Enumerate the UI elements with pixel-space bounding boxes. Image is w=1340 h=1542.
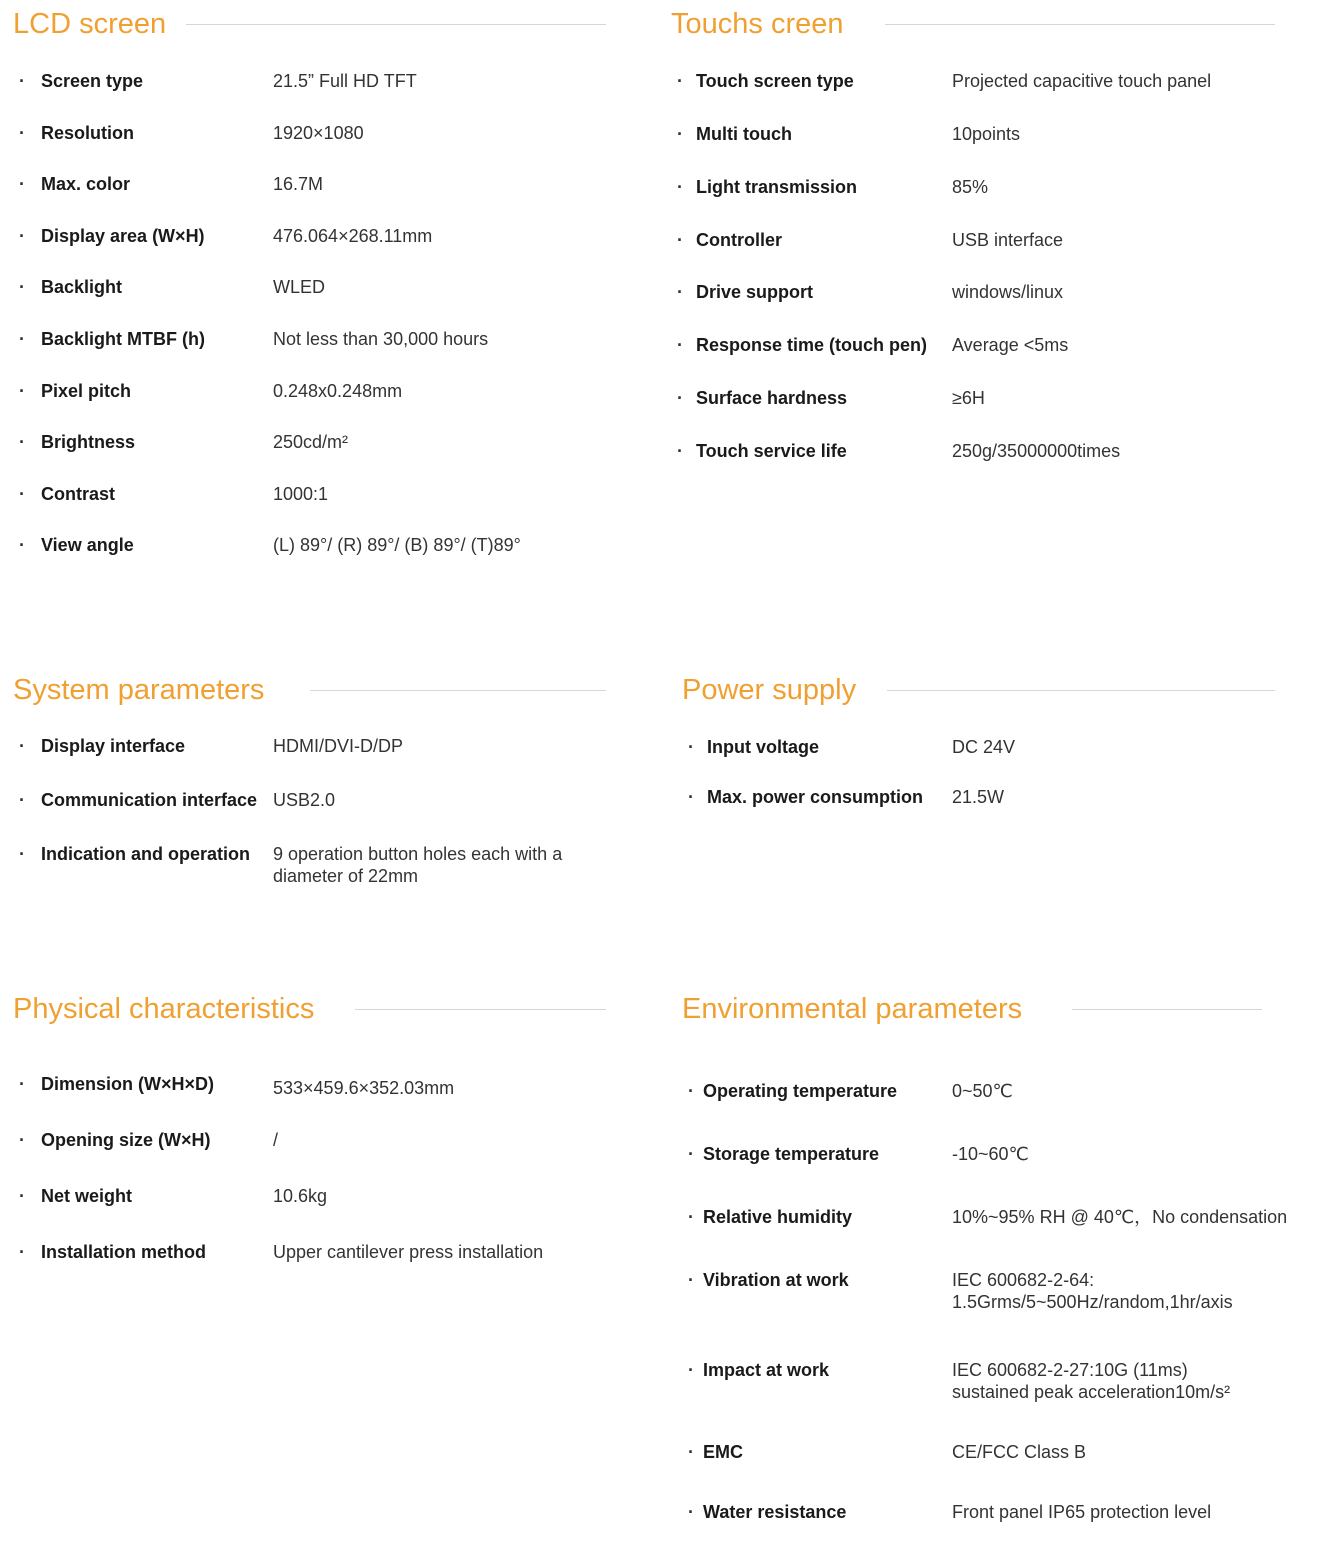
spec-label: Installation method (41, 1242, 207, 1262)
section-header (13, 989, 608, 1029)
bullet-icon: · (19, 1242, 25, 1262)
spec-label: Brightness (41, 432, 136, 452)
spec-value: 10%~95% RH @ 40℃，No condensation (952, 1207, 1288, 1227)
bullet-icon: · (688, 1144, 694, 1164)
spec-label: View angle (41, 535, 134, 555)
spec-label: Multi touch (696, 124, 792, 144)
spec-value: Not less than 30,000 hours (273, 329, 489, 349)
spec-value: / (273, 1130, 279, 1150)
spec-label: Indication and operation (41, 844, 251, 864)
bullet-icon: · (688, 1442, 694, 1462)
spec-value: WLED (273, 277, 326, 297)
spec-value: 10points (952, 124, 1021, 144)
spec-value: ≥6H (952, 388, 985, 408)
bullet-icon: · (688, 1081, 694, 1101)
bullet-icon: · (19, 71, 25, 91)
spec-value: (L) 89°/ (R) 89°/ (B) 89°/ (T)89° (273, 535, 521, 555)
section-environmental-parameters (682, 989, 1332, 1539)
spec-value: 21.5” Full HD TFT (273, 71, 417, 91)
section-title: LCD screen (13, 8, 167, 40)
spec-label: Controller (696, 230, 783, 250)
spec-value: 85% (952, 177, 989, 197)
spec-value: Projected capacitive touch panel (952, 71, 1212, 91)
bullet-icon: · (677, 335, 683, 355)
spec-label: Storage temperature (703, 1144, 880, 1164)
spec-label: Contrast (41, 484, 116, 504)
spec-label: Drive support (696, 282, 814, 302)
section-header (682, 989, 1332, 1029)
bullet-icon: · (19, 1074, 25, 1094)
spec-value: 10.6kg (273, 1186, 328, 1206)
spec-value: USB interface (952, 230, 1064, 250)
spec-value: -10~60℃ (952, 1144, 1029, 1164)
section-header (682, 670, 1282, 710)
spec-label: Relative humidity (703, 1207, 853, 1227)
bullet-icon: · (677, 282, 683, 302)
section-system-parameters (13, 670, 608, 900)
spec-value: 0.248x0.248mm (273, 381, 403, 401)
spec-value: Front panel IP65 protection level (952, 1502, 1212, 1522)
spec-value: USB2.0 (273, 790, 336, 810)
section-title: Power supply (682, 674, 857, 706)
spec-label: Net weight (41, 1186, 133, 1206)
bullet-icon: · (677, 230, 683, 250)
section-divider (887, 690, 1275, 691)
spec-value: 9 operation button holes each with a diameter of 22mm (273, 844, 563, 886)
bullet-icon: · (19, 736, 25, 756)
section-divider (1072, 1009, 1262, 1010)
section-title: System parameters (13, 674, 265, 706)
spec-label: Resolution (41, 123, 134, 143)
spec-value: DC 24V (952, 737, 1016, 757)
spec-label: Light transmission (696, 177, 858, 197)
bullet-icon: · (688, 1360, 694, 1380)
spec-label: Vibration at work (703, 1270, 849, 1290)
spec-value: Upper cantilever press installation (273, 1242, 544, 1262)
spec-value: CE/FCC Class B (952, 1442, 1087, 1462)
bullet-icon: · (19, 844, 25, 864)
spec-label: Max. color (41, 174, 131, 194)
section-divider (885, 24, 1275, 25)
bullet-icon: · (19, 329, 25, 349)
spec-value: 16.7M (273, 174, 324, 194)
section-header (13, 670, 608, 710)
bullet-icon: · (19, 226, 25, 246)
spec-value: 250cd/m² (273, 432, 349, 452)
spec-label: Display interface (41, 736, 186, 756)
spec-label: Opening size (W×H) (41, 1130, 211, 1150)
bullet-icon: · (19, 123, 25, 143)
spec-value: 1000:1 (273, 484, 329, 504)
section-lcd-screen (13, 4, 608, 574)
section-divider (310, 690, 606, 691)
spec-label: Backlight MTBF (h) (41, 329, 205, 349)
bullet-icon: · (19, 174, 25, 194)
spec-label: Screen type (41, 71, 144, 91)
bullet-icon: · (19, 1186, 25, 1206)
spec-label: Touch screen type (696, 71, 854, 91)
bullet-icon: · (19, 381, 25, 401)
section-title: Environmental parameters (682, 993, 1023, 1025)
spec-label: Pixel pitch (41, 381, 132, 401)
spec-value: windows/linux (952, 282, 1064, 302)
spec-label: Communication interface (41, 790, 258, 810)
bullet-icon: · (677, 388, 683, 408)
section-divider (355, 1009, 606, 1010)
spec-label: Dimension (W×H×D) (41, 1074, 215, 1094)
spec-value: 1920×1080 (273, 123, 364, 143)
bullet-icon: · (677, 71, 683, 91)
bullet-icon: · (688, 787, 694, 807)
bullet-icon: · (19, 277, 25, 297)
spec-label: Impact at work (703, 1360, 830, 1380)
spec-label: Operating temperature (703, 1081, 898, 1101)
spec-label: EMC (703, 1442, 743, 1462)
section-header (13, 4, 608, 44)
bullet-icon: · (19, 432, 25, 452)
bullet-icon: · (19, 535, 25, 555)
spec-label: Max. power consumption (707, 787, 924, 807)
bullet-icon: · (19, 484, 25, 504)
spec-label: Response time (touch pen) (696, 335, 928, 355)
spec-value: IEC 600682-2-27:10G (11ms) sustained peak acceleration10m/s² (952, 1360, 1231, 1402)
spec-value: 533×459.6×352.03mm (273, 1078, 455, 1098)
spec-value: Average <5ms (952, 335, 1069, 355)
spec-value: 250g/35000000times (952, 441, 1121, 461)
spec-label: Surface hardness (696, 388, 848, 408)
spec-label: Backlight (41, 277, 123, 297)
section-touch-screen (671, 4, 1321, 484)
bullet-icon: · (19, 790, 25, 810)
spec-value: 21.5W (952, 787, 1005, 807)
spec-label: Display area (W×H) (41, 226, 205, 246)
spec-label: Touch service life (696, 441, 847, 461)
spec-label: Input voltage (707, 737, 819, 757)
bullet-icon: · (688, 1207, 694, 1227)
bullet-icon: · (688, 1502, 694, 1522)
spec-label: Water resistance (703, 1502, 847, 1522)
bullet-icon: · (19, 1130, 25, 1150)
spec-value: 0~50℃ (952, 1081, 1013, 1101)
bullet-icon: · (688, 737, 694, 757)
spec-value: 476.064×268.11mm (273, 226, 433, 246)
section-title: Physical characteristics (13, 993, 315, 1025)
section-title: Touchs creen (671, 8, 844, 40)
section-physical-characteristics (13, 989, 608, 1279)
spec-value: IEC 600682-2-64: 1.5Grms/5~500Hz/random,1hr/axis (952, 1270, 1233, 1312)
section-power-supply (682, 670, 1282, 820)
spec-value: HDMI/DVI-D/DP (273, 736, 403, 756)
bullet-icon: · (677, 441, 683, 461)
section-header (671, 4, 1321, 44)
bullet-icon: · (688, 1270, 694, 1290)
bullet-icon: · (677, 124, 683, 144)
bullet-icon: · (677, 177, 683, 197)
section-divider (186, 24, 606, 25)
